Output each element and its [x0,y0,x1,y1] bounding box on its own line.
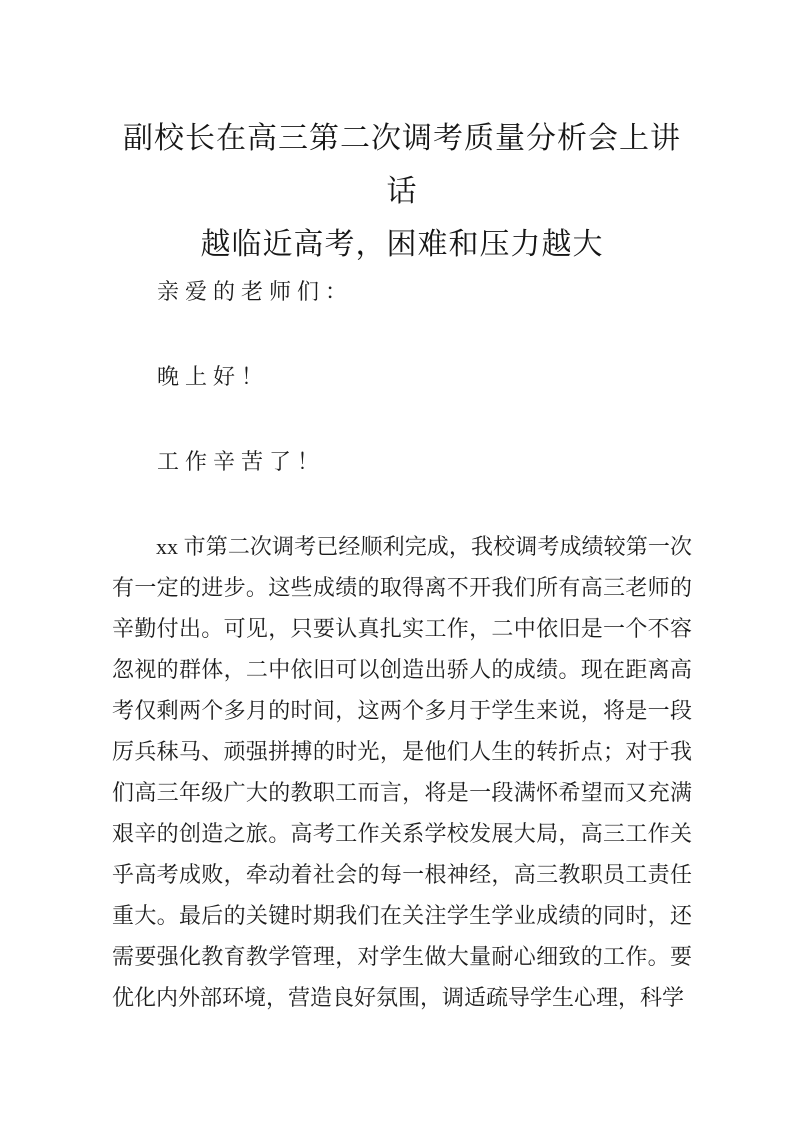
greeting-line-2: 工作辛苦了！ [157,449,326,474]
document-title [112,112,692,271]
salutation-line: 亲爱的老师们： [157,279,354,304]
text-column [112,112,692,1018]
title-line-2: 越临近高考，困难和压力越大 [200,228,604,261]
greeting-line-1: 晚上好！ [157,364,270,389]
title-line-1: 副校长在高三第二次调考质量分析会上讲话 [123,122,681,208]
body-paragraph: xx 市第二次调考已经顺利完成，我校调考成绩较第一次有一定的进步。这些成绩的取得离不开我们所有高三老师的辛勤付出。可见，只要认真扎实工作，二中依旧是一个不容忽视的群体，二中依旧可以创造出骄人的成绩。现在距离高考仅剩两个多月的时间，这两个多月于学生来说，将是一段厉兵秣马、顽强拼搏的时光，是他们人生的转折点；对于我们高三年级广大的教职工而言，将是一段满怀希望而又充满艰辛的创造之旅。高考工作关系学校发展大局，高三工作关乎高考成败，牵动着社会的每一根神经，高三教职员工责任重大。最后的关键时期我们在关注学生学业成绩的同时，还需要强化教育教学管理，对学生做大量耐心细致的工作。要优化内外部环境，营造良好氛围，调适疏导学生心理，科学 [112,534,692,1010]
